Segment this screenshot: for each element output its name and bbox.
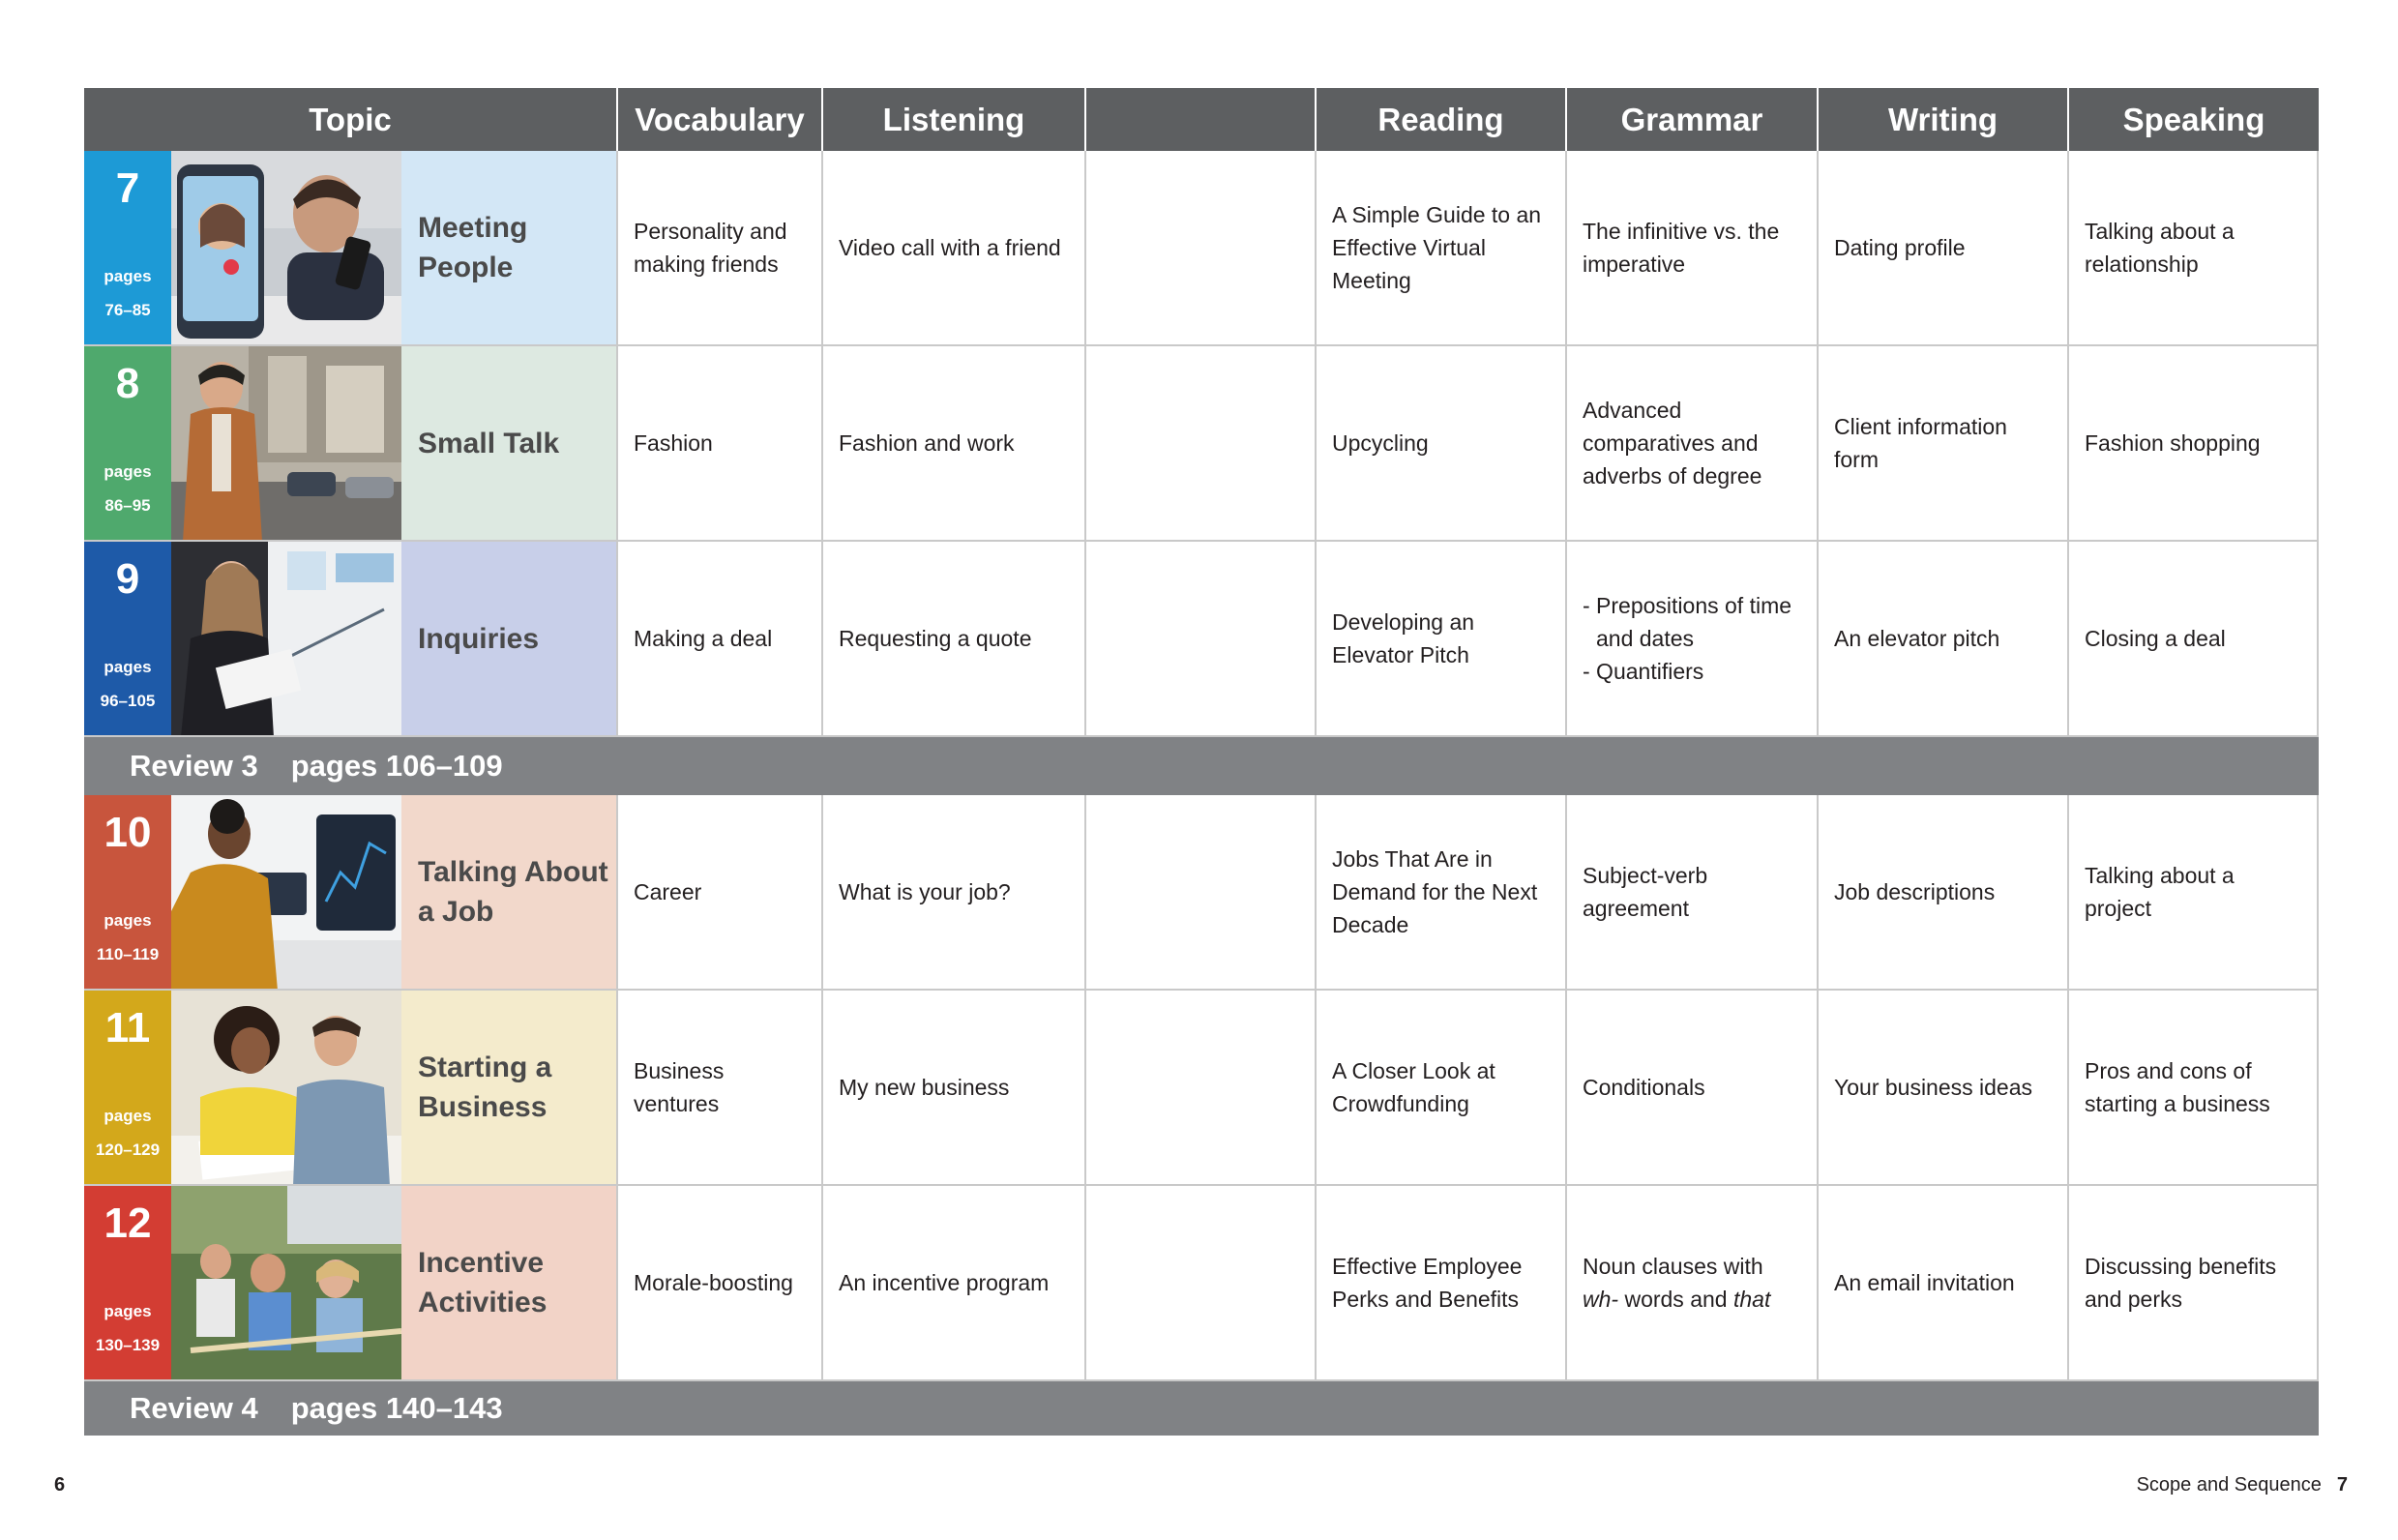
review-bar <box>84 1381 2319 1436</box>
topic-cell <box>84 346 618 540</box>
page-footer-right <box>2137 1474 2348 1496</box>
writing-cell: Your business ideas <box>1819 991 2069 1184</box>
unit-title <box>401 1186 618 1379</box>
grammar-cell: Conditionals <box>1567 991 1819 1184</box>
pages-label: pages <box>104 1107 152 1125</box>
unit-title-line2: People <box>418 252 514 283</box>
topic-cell <box>84 542 618 735</box>
listening-cell: What is your job? <box>823 795 1086 989</box>
unit-number-block <box>84 1186 171 1379</box>
unit-title-line2: Business <box>418 1091 548 1123</box>
review-label: Review 3 <box>130 749 258 783</box>
vocabulary-cell: Business ventures <box>618 991 823 1184</box>
street-fashion-photo <box>171 346 401 540</box>
pages-range: 130–139 <box>95 1336 161 1354</box>
unit-row-10 <box>84 795 2319 991</box>
tug-of-war-photo <box>171 1186 401 1379</box>
grammar-emphasis-that: that <box>1732 1287 1771 1312</box>
unit-number: 11 <box>104 1004 151 1051</box>
section-title: Scope and Sequence <box>2136 1474 2322 1496</box>
blank-cell <box>1086 151 1317 344</box>
unit-title-line1: Inquiries <box>418 622 540 655</box>
grammar-cell: The infinitive vs. the imperative <box>1567 151 1819 344</box>
reading-cell: Upcycling <box>1317 346 1567 540</box>
scope-table <box>84 88 2319 1436</box>
pages-label: pages <box>104 658 152 676</box>
unit-title <box>401 151 618 344</box>
table-header <box>84 88 2319 151</box>
blank-cell <box>1086 346 1317 540</box>
whiteboard-photo <box>171 542 401 735</box>
writing-cell: An elevator pitch <box>1819 542 2069 735</box>
pages-range: 96–105 <box>100 692 156 710</box>
header-vocabulary: Vocabulary <box>618 88 823 151</box>
unit-row-11 <box>84 991 2319 1186</box>
unit-title-line2: Activities <box>418 1287 548 1318</box>
pages-label: pages <box>104 462 152 481</box>
grammar-cell <box>1567 542 1819 735</box>
topic-cell <box>84 795 618 989</box>
writing-cell: Dating profile <box>1819 151 2069 344</box>
unit-row-8 <box>84 346 2319 542</box>
grammar-text-mid: words and <box>1618 1287 1733 1312</box>
reading-cell: Effective Employee Perks and Benefits <box>1317 1186 1567 1379</box>
pages-range: 110–119 <box>96 945 160 963</box>
unit-title-line1: Starting a <box>418 1051 552 1083</box>
pages-label: pages <box>104 911 152 930</box>
grammar-text-pre: Noun clauses with <box>1583 1254 1763 1279</box>
speaking-cell: Closing a deal <box>2069 542 2319 735</box>
pages-range: 86–95 <box>104 496 151 515</box>
vocabulary-cell: Career <box>618 795 823 989</box>
unit-title <box>401 346 618 540</box>
listening-cell: An incentive program <box>823 1186 1086 1379</box>
vocabulary-cell: Personality and making friends <box>618 151 823 344</box>
reading-cell: A Closer Look at Crowdfunding <box>1317 991 1567 1184</box>
speaking-cell: Pros and cons of starting a business <box>2069 991 2319 1184</box>
speaking-cell: Fashion shopping <box>2069 346 2319 540</box>
review-label: Review 4 <box>130 1391 258 1425</box>
listening-cell: My new business <box>823 991 1086 1184</box>
blank-cell <box>1086 542 1317 735</box>
unit-title-line1: Incentive <box>418 1247 545 1279</box>
pages-range: 120–129 <box>95 1140 161 1159</box>
unit-number-block <box>84 542 171 735</box>
speaking-cell: Discussing benefits and perks <box>2069 1186 2319 1379</box>
listening-cell: Requesting a quote <box>823 542 1086 735</box>
vocabulary-cell: Making a deal <box>618 542 823 735</box>
reading-cell: Jobs That Are in Demand for the Next Decade <box>1317 795 1567 989</box>
unit-number: 8 <box>115 360 140 407</box>
unit-title-line1: Talking About <box>418 856 608 888</box>
page-number-right: 7 <box>2336 1474 2348 1496</box>
unit-title-line2: a Job <box>418 896 494 928</box>
writing-cell: Job descriptions <box>1819 795 2069 989</box>
unit-number-block <box>84 795 171 989</box>
header-topic: Topic <box>84 88 618 151</box>
reading-cell: Developing an Elevator Pitch <box>1317 542 1567 735</box>
unit-number: 10 <box>104 809 152 856</box>
unit-title <box>401 795 618 989</box>
listening-cell: Fashion and work <box>823 346 1086 540</box>
pages-label: pages <box>104 1302 152 1320</box>
vocabulary-cell: Morale-boosting <box>618 1186 823 1379</box>
unit-row-7 <box>84 151 2319 346</box>
vocabulary-cell: Fashion <box>618 346 823 540</box>
desk-job-photo <box>171 795 401 989</box>
topic-cell <box>84 151 618 344</box>
unit-title-line1: Meeting <box>418 212 528 244</box>
grammar-list-item: - Quantifiers <box>1583 659 1704 684</box>
unit-title <box>401 991 618 1184</box>
pages-label: pages <box>104 267 152 285</box>
writing-cell: An email invitation <box>1819 1186 2069 1379</box>
grammar-list-item: - Prepositions of time and dates <box>1583 593 1792 651</box>
grammar-cell: Subject-verb agreement <box>1567 795 1819 989</box>
unit-row-12 <box>84 1186 2319 1381</box>
listening-cell: Video call with a friend <box>823 151 1086 344</box>
pages-range: 76–85 <box>104 301 151 319</box>
review-bar <box>84 737 2319 795</box>
header-grammar: Grammar <box>1567 88 1819 151</box>
header-listening: Listening <box>823 88 1086 151</box>
grammar-emphasis-wh: wh- <box>1583 1287 1619 1312</box>
phone-dating-photo <box>171 151 401 344</box>
grammar-list <box>1583 589 1801 688</box>
business-couple-photo <box>171 991 401 1184</box>
unit-number: 12 <box>104 1199 152 1247</box>
review-pages: pages 140–143 <box>290 1391 503 1425</box>
blank-cell <box>1086 991 1317 1184</box>
header-writing: Writing <box>1819 88 2069 151</box>
topic-cell <box>84 1186 618 1379</box>
grammar-text <box>1583 1250 1770 1316</box>
header-blank <box>1086 88 1317 151</box>
unit-number-block <box>84 151 171 344</box>
grammar-cell <box>1567 1186 1819 1379</box>
speaking-cell: Talking about a relationship <box>2069 151 2319 344</box>
unit-number: 7 <box>115 164 140 212</box>
writing-cell: Client information form <box>1819 346 2069 540</box>
unit-number: 9 <box>115 555 140 603</box>
unit-row-9 <box>84 542 2319 737</box>
grammar-cell: Advanced comparatives and adverbs of degree <box>1567 346 1819 540</box>
blank-cell <box>1086 1186 1317 1379</box>
topic-cell <box>84 991 618 1184</box>
review-pages: pages 106–109 <box>290 749 503 783</box>
unit-number-block <box>84 991 171 1184</box>
unit-title <box>401 542 618 735</box>
page-number-left: 6 <box>54 1474 66 1496</box>
header-speaking: Speaking <box>2122 101 2265 137</box>
header-reading: Reading <box>1317 88 1567 151</box>
unit-title-line1: Small Talk <box>418 427 560 459</box>
speaking-cell: Talking about a project <box>2069 795 2319 989</box>
reading-cell: A Simple Guide to an Effective Virtual Meeting <box>1317 151 1567 344</box>
blank-cell <box>1086 795 1317 989</box>
unit-number-block <box>84 346 171 540</box>
